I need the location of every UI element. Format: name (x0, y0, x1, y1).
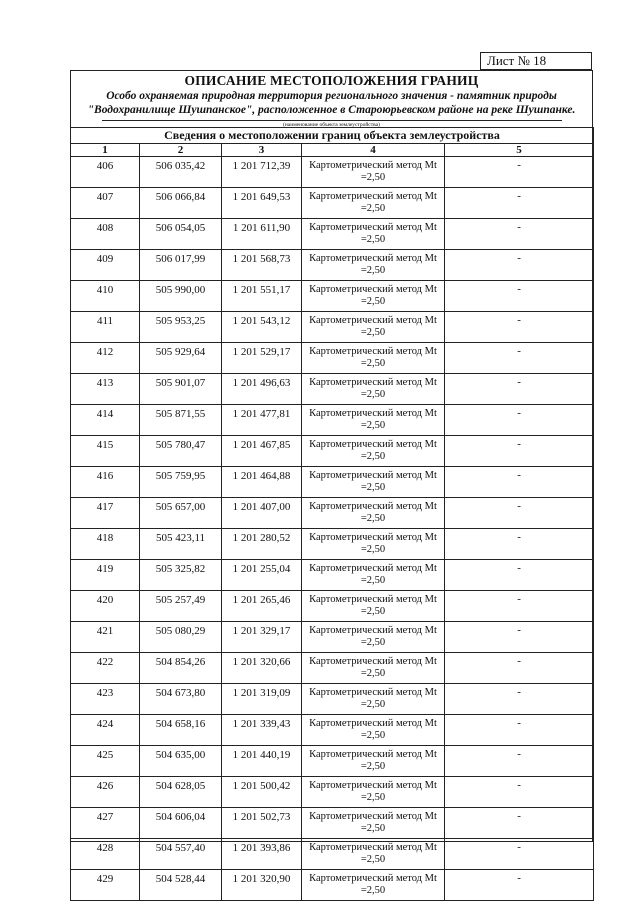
method-cell (302, 312, 445, 343)
method-line-2: =2,50 (360, 544, 386, 555)
note-cell: - (445, 281, 594, 312)
table-row (71, 591, 594, 622)
method-line-2: =2,50 (360, 203, 386, 214)
method-line-2: =2,50 (360, 389, 386, 400)
x-coordinate-cell: 505 759,95 (140, 467, 222, 498)
method-line-1: Картометрический метод Mt (309, 532, 437, 543)
document-subtitle-line-1: Особо охраняемая природная территория регионального значения - памятник природы (106, 90, 557, 102)
note-cell: - (445, 839, 594, 870)
y-coordinate-cell: 1 201 339,43 (222, 715, 302, 746)
method-line-1: Картометрический метод Mt (309, 160, 437, 171)
method-line-1: Картометрический метод Mt (309, 625, 437, 636)
x-coordinate-cell: 505 953,25 (140, 312, 222, 343)
y-coordinate-cell: 1 201 496,63 (222, 374, 302, 405)
method-cell (302, 436, 445, 467)
x-coordinate-cell: 505 901,07 (140, 374, 222, 405)
column-header-5: 5 (445, 144, 594, 157)
table-row (71, 374, 594, 405)
y-coordinate-cell: 1 201 265,46 (222, 591, 302, 622)
method-line-1: Картометрический метод Mt (309, 346, 437, 357)
table-row (71, 219, 594, 250)
point-number-cell: 418 (71, 529, 140, 560)
y-coordinate-cell: 1 201 502,73 (222, 808, 302, 839)
method-line-1: Картометрический метод Mt (309, 253, 437, 264)
method-cell (302, 250, 445, 281)
table-section-title-row (71, 128, 594, 144)
table-row (71, 684, 594, 715)
method-cell (302, 591, 445, 622)
method-cell (302, 808, 445, 839)
x-coordinate-cell: 505 325,82 (140, 560, 222, 591)
method-line-2: =2,50 (360, 823, 386, 834)
y-coordinate-cell: 1 201 649,53 (222, 188, 302, 219)
method-line-2: =2,50 (360, 730, 386, 741)
table-row (71, 870, 594, 901)
method-line-1: Картометрический метод Mt (309, 470, 437, 481)
point-number-cell: 416 (71, 467, 140, 498)
method-cell (302, 343, 445, 374)
table-row (71, 653, 594, 684)
y-coordinate-cell: 1 201 568,73 (222, 250, 302, 281)
note-cell: - (445, 560, 594, 591)
document-title: ОПИСАНИЕ МЕСТОПОЛОЖЕНИЯ ГРАНИЦ (184, 73, 479, 88)
x-coordinate-cell: 504 628,05 (140, 777, 222, 808)
x-coordinate-cell: 505 423,11 (140, 529, 222, 560)
document-subtitle-line-2: "Водохранилище Шушпанское", расположенное в Староюрьевском районе на реке Шушпанке. (87, 104, 576, 116)
method-cell (302, 715, 445, 746)
x-coordinate-cell: 506 066,84 (140, 188, 222, 219)
point-number-cell: 406 (71, 157, 140, 188)
x-coordinate-cell: 504 854,26 (140, 653, 222, 684)
point-number-cell: 428 (71, 839, 140, 870)
point-number-cell: 420 (71, 591, 140, 622)
method-line-1: Картометрический метод Mt (309, 563, 437, 574)
method-line-1: Картометрический метод Mt (309, 377, 437, 388)
x-coordinate-cell: 504 635,00 (140, 746, 222, 777)
y-coordinate-cell: 1 201 464,88 (222, 467, 302, 498)
note-cell: - (445, 746, 594, 777)
column-header-1: 1 (71, 144, 140, 157)
x-coordinate-cell: 506 017,99 (140, 250, 222, 281)
method-line-2: =2,50 (360, 358, 386, 369)
method-line-2: =2,50 (360, 482, 386, 493)
table-row (71, 405, 594, 436)
method-line-2: =2,50 (360, 792, 386, 803)
column-header-3: 3 (222, 144, 302, 157)
method-cell (302, 529, 445, 560)
method-cell (302, 374, 445, 405)
point-number-cell: 421 (71, 622, 140, 653)
point-number-cell: 424 (71, 715, 140, 746)
point-number-cell: 415 (71, 436, 140, 467)
method-line-2: =2,50 (360, 637, 386, 648)
method-cell (302, 684, 445, 715)
note-cell: - (445, 870, 594, 901)
x-coordinate-cell: 505 929,64 (140, 343, 222, 374)
table-row (71, 560, 594, 591)
x-coordinate-cell: 504 658,16 (140, 715, 222, 746)
note-cell: - (445, 622, 594, 653)
method-line-1: Картометрический метод Mt (309, 811, 437, 822)
method-line-1: Картометрический метод Mt (309, 284, 437, 295)
method-cell (302, 498, 445, 529)
point-number-cell: 429 (71, 870, 140, 901)
method-cell (302, 777, 445, 808)
table-row (71, 157, 594, 188)
method-cell (302, 157, 445, 188)
method-line-1: Картометрический метод Mt (309, 408, 437, 419)
y-coordinate-cell: 1 201 543,12 (222, 312, 302, 343)
point-number-cell: 410 (71, 281, 140, 312)
method-line-2: =2,50 (360, 761, 386, 772)
point-number-cell: 408 (71, 219, 140, 250)
method-cell (302, 405, 445, 436)
x-coordinate-cell: 504 528,44 (140, 870, 222, 901)
x-coordinate-cell: 506 054,05 (140, 219, 222, 250)
method-line-2: =2,50 (360, 327, 386, 338)
y-coordinate-cell: 1 201 477,81 (222, 405, 302, 436)
point-number-cell: 426 (71, 777, 140, 808)
method-line-2: =2,50 (360, 668, 386, 679)
x-coordinate-cell: 504 557,40 (140, 839, 222, 870)
method-line-1: Картометрический метод Mt (309, 780, 437, 791)
object-caption: (наименование объекта землеустройства) (283, 122, 380, 128)
note-cell: - (445, 374, 594, 405)
method-line-2: =2,50 (360, 606, 386, 617)
table-column-numbers-row (71, 144, 594, 157)
table-row (71, 436, 594, 467)
y-coordinate-cell: 1 201 319,09 (222, 684, 302, 715)
table-row (71, 188, 594, 219)
method-line-2: =2,50 (360, 699, 386, 710)
method-line-1: Картометрический метод Mt (309, 749, 437, 760)
table-row (71, 312, 594, 343)
point-number-cell: 423 (71, 684, 140, 715)
x-coordinate-cell: 505 080,29 (140, 622, 222, 653)
sheet-number: Лист № 18 (480, 52, 592, 70)
note-cell: - (445, 219, 594, 250)
table-row (71, 467, 594, 498)
method-cell (302, 746, 445, 777)
note-cell: - (445, 684, 594, 715)
column-header-4: 4 (302, 144, 445, 157)
point-number-cell: 412 (71, 343, 140, 374)
point-number-cell: 427 (71, 808, 140, 839)
method-line-1: Картометрический метод Mt (309, 842, 437, 853)
method-line-2: =2,50 (360, 420, 386, 431)
method-cell (302, 219, 445, 250)
x-coordinate-cell: 505 990,00 (140, 281, 222, 312)
note-cell: - (445, 591, 594, 622)
method-line-1: Картометрический метод Mt (309, 594, 437, 605)
note-cell: - (445, 653, 594, 684)
method-line-2: =2,50 (360, 885, 386, 896)
point-number-cell: 425 (71, 746, 140, 777)
point-number-cell: 413 (71, 374, 140, 405)
method-line-1: Картометрический метод Mt (309, 315, 437, 326)
method-cell (302, 870, 445, 901)
point-number-cell: 419 (71, 560, 140, 591)
y-coordinate-cell: 1 201 551,17 (222, 281, 302, 312)
method-line-2: =2,50 (360, 575, 386, 586)
table-section-title: Сведения о местоположении границ объекта землеустройства (71, 128, 594, 144)
note-cell: - (445, 188, 594, 219)
point-number-cell: 414 (71, 405, 140, 436)
table-row (71, 343, 594, 374)
column-header-2: 2 (140, 144, 222, 157)
method-line-2: =2,50 (360, 296, 386, 307)
note-cell: - (445, 250, 594, 281)
x-coordinate-cell: 504 673,80 (140, 684, 222, 715)
y-coordinate-cell: 1 201 255,04 (222, 560, 302, 591)
note-cell: - (445, 343, 594, 374)
table-body (71, 157, 594, 901)
table-row (71, 622, 594, 653)
y-coordinate-cell: 1 201 712,39 (222, 157, 302, 188)
method-line-2: =2,50 (360, 451, 386, 462)
y-coordinate-cell: 1 201 393,86 (222, 839, 302, 870)
method-line-1: Картометрический метод Mt (309, 191, 437, 202)
method-line-2: =2,50 (360, 854, 386, 865)
note-cell: - (445, 715, 594, 746)
method-line-1: Картометрический метод Mt (309, 501, 437, 512)
method-cell (302, 467, 445, 498)
method-line-1: Картометрический метод Mt (309, 439, 437, 450)
method-line-1: Картометрический метод Mt (309, 656, 437, 667)
note-cell: - (445, 312, 594, 343)
x-coordinate-cell: 505 257,49 (140, 591, 222, 622)
x-coordinate-cell: 505 871,55 (140, 405, 222, 436)
method-cell (302, 839, 445, 870)
y-coordinate-cell: 1 201 407,00 (222, 498, 302, 529)
x-coordinate-cell: 504 606,04 (140, 808, 222, 839)
y-coordinate-cell: 1 201 280,52 (222, 529, 302, 560)
note-cell: - (445, 498, 594, 529)
method-cell (302, 560, 445, 591)
method-line-2: =2,50 (360, 513, 386, 524)
note-cell: - (445, 157, 594, 188)
method-line-2: =2,50 (360, 234, 386, 245)
table-row (71, 777, 594, 808)
table-row (71, 281, 594, 312)
method-line-1: Картометрический метод Mt (309, 718, 437, 729)
table-row (71, 250, 594, 281)
note-cell: - (445, 405, 594, 436)
y-coordinate-cell: 1 201 440,19 (222, 746, 302, 777)
note-cell: - (445, 808, 594, 839)
point-number-cell: 422 (71, 653, 140, 684)
table-row (71, 839, 594, 870)
table-row (71, 808, 594, 839)
table-row (71, 746, 594, 777)
method-line-1: Картометрический метод Mt (309, 687, 437, 698)
point-number-cell: 407 (71, 188, 140, 219)
table-row (71, 715, 594, 746)
y-coordinate-cell: 1 201 611,90 (222, 219, 302, 250)
method-cell (302, 653, 445, 684)
note-cell: - (445, 529, 594, 560)
method-line-2: =2,50 (360, 265, 386, 276)
y-coordinate-cell: 1 201 529,17 (222, 343, 302, 374)
x-coordinate-cell: 505 657,00 (140, 498, 222, 529)
method-cell (302, 281, 445, 312)
document-header (70, 70, 593, 129)
table-row (71, 529, 594, 560)
point-number-cell: 411 (71, 312, 140, 343)
y-coordinate-cell: 1 201 329,17 (222, 622, 302, 653)
y-coordinate-cell: 1 201 320,66 (222, 653, 302, 684)
method-line-1: Картометрический метод Mt (309, 222, 437, 233)
x-coordinate-cell: 505 780,47 (140, 436, 222, 467)
x-coordinate-cell: 506 035,42 (140, 157, 222, 188)
y-coordinate-cell: 1 201 467,85 (222, 436, 302, 467)
method-line-1: Картометрический метод Mt (309, 873, 437, 884)
method-cell (302, 188, 445, 219)
method-cell (302, 622, 445, 653)
note-cell: - (445, 467, 594, 498)
point-number-cell: 417 (71, 498, 140, 529)
note-cell: - (445, 777, 594, 808)
point-number-cell: 409 (71, 250, 140, 281)
y-coordinate-cell: 1 201 320,90 (222, 870, 302, 901)
coordinates-table (70, 127, 594, 901)
table-row (71, 498, 594, 529)
y-coordinate-cell: 1 201 500,42 (222, 777, 302, 808)
method-line-2: =2,50 (360, 172, 386, 183)
note-cell: - (445, 436, 594, 467)
